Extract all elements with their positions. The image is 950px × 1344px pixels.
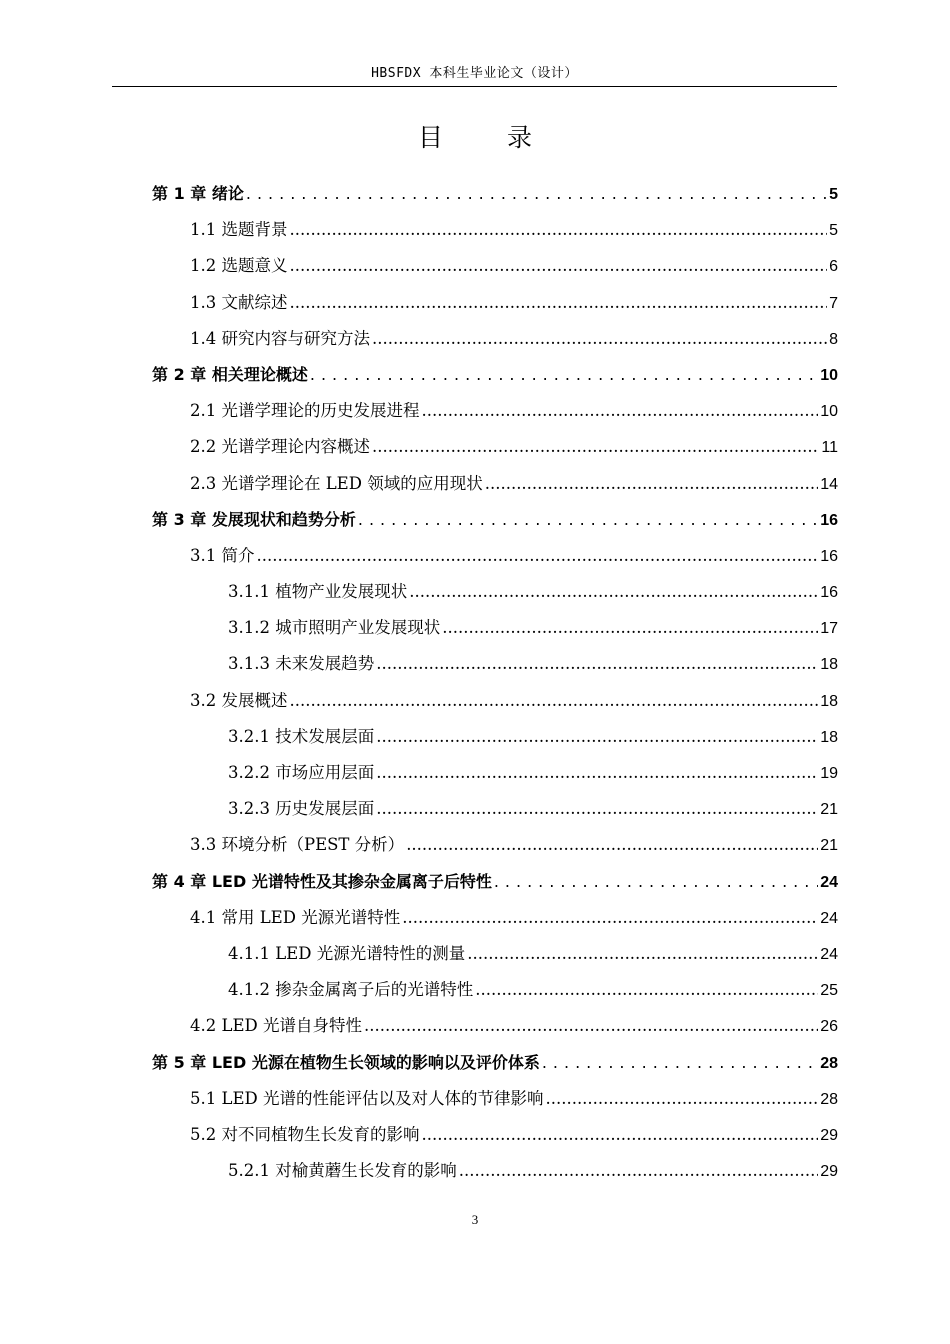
toc-dot-leader: [257, 538, 819, 574]
toc-entry-title: 1.3 文献综述: [190, 292, 288, 312]
toc-dot-leader: [376, 791, 818, 827]
toc-entry-page: 18: [820, 692, 838, 710]
toc-entry-title: 1.1 选题背景: [190, 220, 288, 240]
page-number: 3: [471, 1212, 479, 1227]
toc-subsection-entry[interactable]: [152, 719, 838, 755]
toc-dot-leader: [310, 357, 818, 393]
toc-section-entry[interactable]: [152, 827, 838, 863]
toc-section-entry[interactable]: [152, 1008, 838, 1044]
toc-dot-leader: [467, 936, 818, 972]
toc-entry-page: 18: [820, 656, 838, 674]
toc-section-entry[interactable]: [152, 466, 838, 502]
toc-entry-page: 17: [820, 620, 838, 638]
toc-section-entry[interactable]: [152, 429, 838, 465]
table-of-contents: [152, 176, 838, 1189]
toc-dot-leader: [542, 1045, 818, 1081]
toc-dot-leader: [290, 285, 828, 321]
toc-chapter-entry[interactable]: [152, 1045, 838, 1081]
toc-entry-title: 3.1.3 未来发展趋势: [228, 654, 375, 674]
toc-entry-title: 4.1 常用 LED 光源光谱特性: [190, 907, 401, 927]
toc-section-entry[interactable]: [152, 1081, 838, 1117]
toc-subsection-entry[interactable]: [152, 646, 838, 682]
toc-dot-leader: [545, 1081, 818, 1117]
toc-entry-title: 5.1 LED 光谱的性能评估以及对人体的节律影响: [190, 1088, 544, 1108]
toc-entry-title: 3.2.1 技术发展层面: [228, 726, 375, 746]
toc-dot-leader: [409, 574, 818, 610]
toc-entry-page: 16: [820, 547, 838, 565]
toc-entry-page: 29: [820, 1126, 838, 1144]
toc-entry-page: 28: [820, 1054, 838, 1072]
toc-entry-page: 11: [821, 439, 838, 457]
toc-dot-leader: [376, 646, 818, 682]
toc-chapter-entry[interactable]: [152, 864, 838, 900]
toc-entry-page: 14: [820, 475, 838, 493]
toc-dot-leader: [376, 755, 818, 791]
toc-entry-page: 18: [820, 728, 838, 746]
toc-entry-title: 4.1.2 掺杂金属离子后的光谱特性: [228, 980, 474, 1000]
toc-entry-title: 4.2 LED 光谱自身特性: [190, 1016, 362, 1036]
toc-entry-page: 10: [820, 403, 838, 421]
toc-section-entry[interactable]: [152, 285, 838, 321]
toc-subsection-entry[interactable]: [152, 755, 838, 791]
toc-entry-title: 3.2.2 市场应用层面: [228, 763, 375, 782]
toc-dot-leader: [422, 1117, 819, 1153]
toc-entry-title: 3.2 发展概述: [190, 690, 288, 710]
toc-dot-leader: [290, 683, 819, 719]
toc-entry-title: 第 3 章 发展现状和趋势分析: [152, 509, 356, 529]
toc-entry-page: 21: [820, 801, 838, 819]
toc-dot-leader: [485, 466, 818, 502]
toc-chapter-entry[interactable]: [152, 176, 838, 212]
toc-entry-page: 6: [829, 258, 838, 276]
page-header: HBSFDX 本科生毕业论文（设计）: [112, 62, 837, 87]
toc-entry-page: 5: [829, 186, 838, 203]
toc-entry-title: 3.1.2 城市照明产业发展现状: [228, 618, 441, 638]
toc-section-entry[interactable]: [152, 1117, 838, 1153]
toc-subsection-entry[interactable]: [152, 1153, 838, 1189]
toc-section-entry[interactable]: [152, 683, 838, 719]
toc-subsection-entry[interactable]: [152, 936, 838, 972]
toc-dot-leader: [406, 827, 818, 863]
toc-dot-leader: [376, 719, 818, 755]
toc-dot-leader: [372, 321, 827, 357]
toc-entry-page: 29: [820, 1163, 838, 1181]
toc-entry-page: 19: [820, 765, 838, 782]
toc-entry-page: 16: [820, 511, 838, 529]
toc-entry-title: 第 4 章 LED 光谱特性及其掺杂金属离子后特性: [152, 871, 492, 891]
toc-entry-title: 5.2.1 对榆黄蘑生长发育的影响: [228, 1161, 457, 1181]
toc-entry-title: 1.2 选题意义: [190, 256, 288, 276]
toc-entry-title: 第 2 章 相关理论概述: [152, 364, 308, 384]
toc-entry-page: 8: [829, 330, 838, 348]
toc-entry-title: 1.4 研究内容与研究方法: [190, 328, 370, 348]
toc-entry-title: 5.2 对不同植物生长发育的影响: [190, 1124, 420, 1144]
toc-dot-leader: [290, 212, 828, 248]
toc-entry-page: 25: [820, 982, 838, 1000]
toc-entry-title: 3.3 环境分析（PEST 分析）: [190, 835, 405, 855]
toc-dot-leader: [475, 972, 818, 1008]
toc-section-entry[interactable]: [152, 321, 838, 357]
toc-chapter-entry[interactable]: [152, 502, 838, 538]
page-title: 目 录: [418, 123, 560, 152]
toc-subsection-entry[interactable]: [152, 574, 838, 610]
toc-section-entry[interactable]: [152, 538, 838, 574]
toc-entry-page: 24: [820, 873, 838, 891]
toc-entry-page: 21: [820, 837, 838, 855]
toc-dot-leader: [246, 176, 827, 212]
toc-entry-page: 24: [820, 945, 838, 963]
toc-entry-page: 10: [820, 366, 838, 384]
toc-dot-leader: [364, 1008, 818, 1044]
toc-dot-leader: [290, 248, 828, 284]
toc-entry-page: 16: [820, 584, 838, 602]
toc-subsection-entry[interactable]: [152, 610, 838, 646]
toc-entry-title: 第 1 章 绪论: [152, 184, 244, 203]
toc-chapter-entry[interactable]: [152, 357, 838, 393]
toc-entry-page: 24: [820, 909, 838, 927]
toc-section-entry[interactable]: [152, 212, 838, 248]
toc-dot-leader: [494, 864, 818, 900]
toc-entry-title: 2.1 光谱学理论的历史发展进程: [190, 401, 420, 421]
toc-entry-title: 3.1.1 植物产业发展现状: [228, 582, 408, 602]
toc-entry-title: 2.3 光谱学理论在 LED 领域的应用现状: [190, 473, 483, 493]
toc-entry-title: 4.1.1 LED 光源光谱特性的测量: [228, 943, 466, 963]
toc-entry-title: 3.2.3 历史发展层面: [228, 799, 375, 819]
toc-dot-leader: [372, 429, 819, 465]
toc-dot-leader: [459, 1153, 818, 1189]
toc-section-entry[interactable]: [152, 248, 838, 284]
toc-subsection-entry[interactable]: [152, 972, 838, 1008]
toc-entry-title: 第 5 章 LED 光源在植物生长领域的影响以及评价体系: [152, 1052, 540, 1072]
toc-section-entry[interactable]: [152, 900, 838, 936]
toc-entry-page: 28: [820, 1090, 838, 1108]
toc-subsection-entry[interactable]: [152, 791, 838, 827]
toc-dot-leader: [402, 900, 818, 936]
toc-dot-leader: [422, 393, 819, 429]
toc-entry-page: 5: [829, 222, 838, 240]
toc-entry-page: 26: [820, 1018, 838, 1036]
toc-dot-leader: [442, 610, 818, 646]
toc-entry-title: 2.2 光谱学理论内容概述: [190, 437, 370, 457]
toc-entry-title: 3.1 简介: [190, 545, 255, 565]
toc-entry-page: 7: [829, 294, 838, 312]
toc-dot-leader: [358, 502, 818, 538]
toc-section-entry[interactable]: [152, 393, 838, 429]
